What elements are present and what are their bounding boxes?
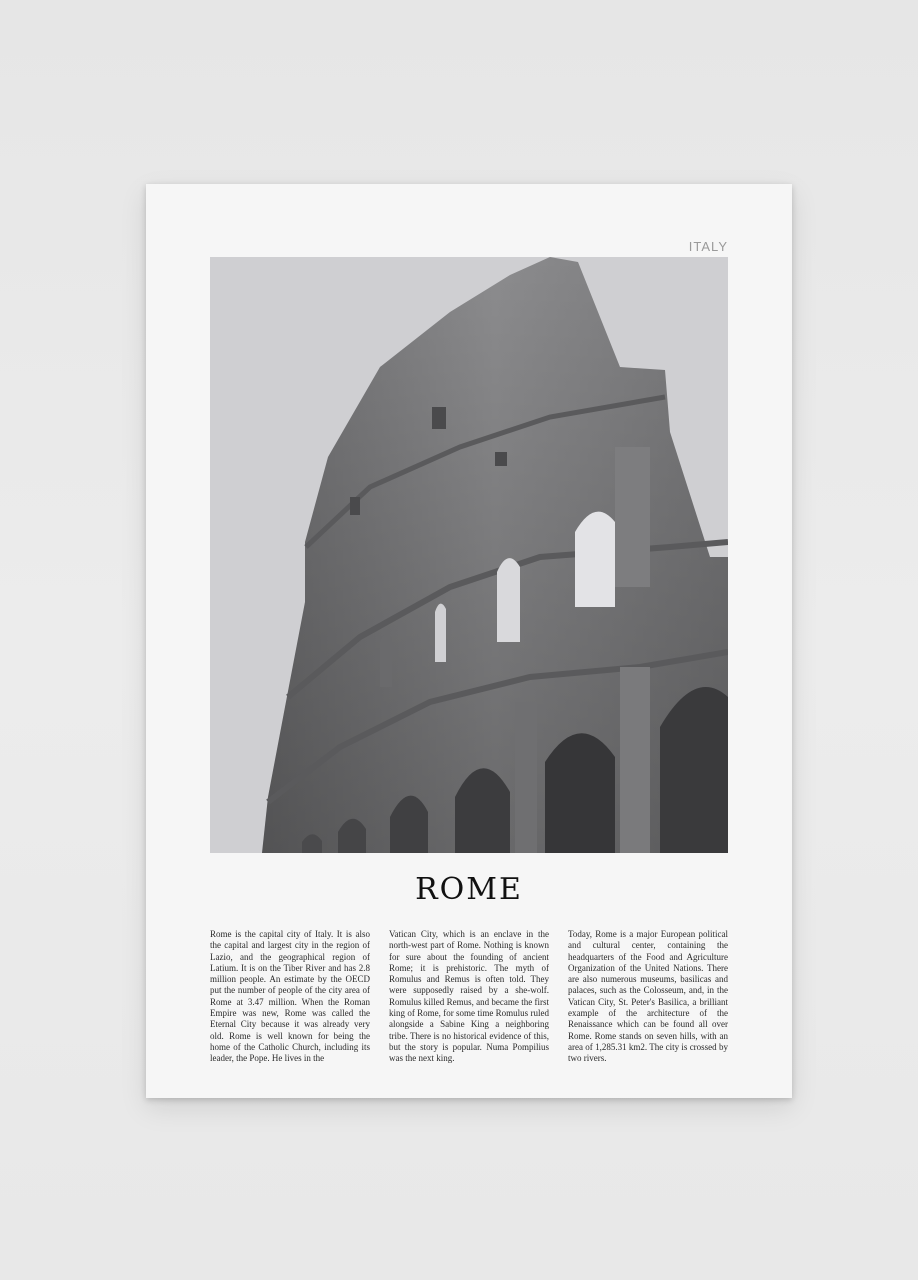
colosseum-photo xyxy=(210,257,728,853)
text-column-3: Today, Rome is a major European political and cultural center, containing the headquarters of the Food and Agriculture Organization of the United Nations. There are also numerous museums, basilicas and palaces, such as the Colosseum, and, in the Vatican City, St. Peter's Basilica, a brilliant example of the architecture of the Renaissance which can be found all over Rome. Rome stands on seven hills, with an area of 1,285.31 km2. The city is crossed by two rivers. xyxy=(568,929,728,1064)
text-columns xyxy=(210,929,728,1065)
city-title: ROME xyxy=(415,872,523,907)
text-column-2: Vatican City, which is an enclave in the north-west part of Rome. Nothing is known for sure about the founding of ancient Rome; it is prehistoric. The myth of Romulus and Remus is often told. They were supposedly raised by a she-wolf. Romulus killed Remus, and became the first king of Rome, for some time Romulus ruled alongside a Sabine King a neighboring tribe. There is no historical evidence of this, but the story is popular. Numa Pompilius was the next king. xyxy=(389,929,549,1064)
colosseum-illustration xyxy=(210,257,728,853)
country-label: ITALY xyxy=(688,239,728,254)
text-column-1: Rome is the capital city of Italy. It is also the capital and largest city in the region of Lazio, and the geographical region of Latium. It is on the Tiber River and has 2.8 million people. An estimate by the OECD put the number of people of the city area of Rome at 3.47 million. When the Roman Empire was new, Rome was called the Eternal City because it was already very old. Rome is well known for being the home of the Catholic Church, including its leader, the Pope. He lives in the xyxy=(210,929,370,1064)
poster xyxy=(146,184,792,1098)
